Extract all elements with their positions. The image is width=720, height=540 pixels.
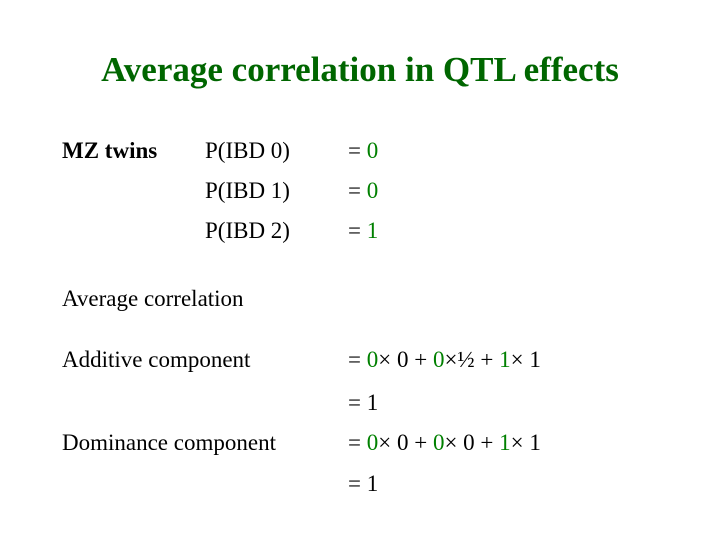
ibd-2-label: P(IBD 2) bbox=[205, 218, 290, 243]
additive-component-label: Additive component bbox=[62, 347, 251, 372]
dominance-expression: = 0× 0 + 0× 0 + 1× 1 bbox=[348, 430, 541, 455]
ibd-2-value: = 1 bbox=[348, 218, 379, 243]
dominance-result: = 1 bbox=[348, 471, 379, 496]
ibd-0-label: P(IBD 0) bbox=[205, 138, 290, 163]
ibd-1-label: P(IBD 1) bbox=[205, 178, 290, 203]
slide-title: Average correlation in QTL effects bbox=[101, 50, 619, 89]
ibd-0-value: = 0 bbox=[348, 138, 379, 163]
dominance-component-label: Dominance component bbox=[62, 430, 276, 455]
additive-expression: = 0× 0 + 0×½ + 1× 1 bbox=[348, 347, 541, 372]
mz-twins-label: MZ twins bbox=[62, 138, 158, 163]
additive-result: = 1 bbox=[348, 390, 379, 415]
average-correlation-label: Average correlation bbox=[62, 286, 244, 311]
ibd-1-value: = 0 bbox=[348, 178, 379, 203]
